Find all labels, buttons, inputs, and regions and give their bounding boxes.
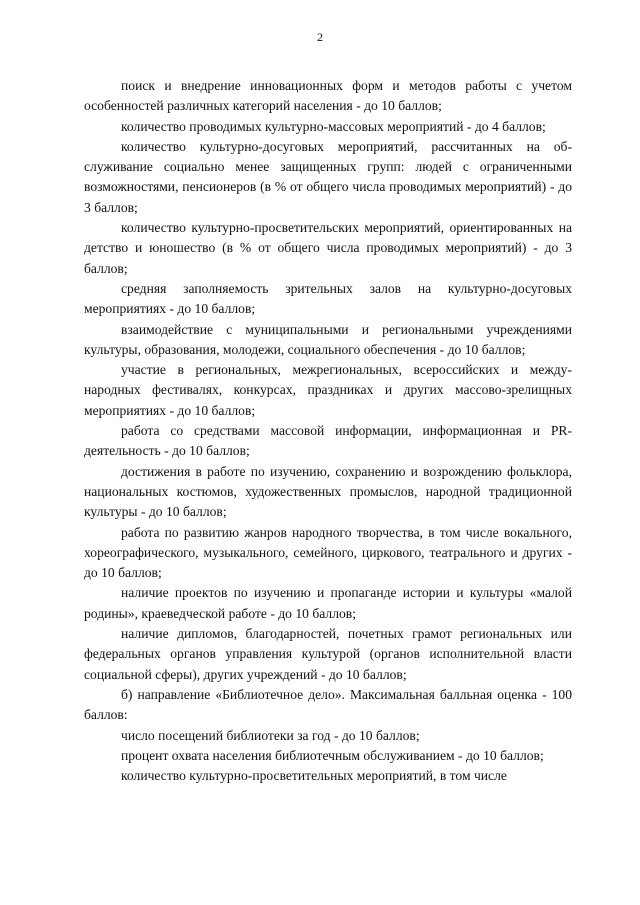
paragraph: участие в региональных, межрегиональных, всероссийских и международных фестивалях, конкурсах, праздниках и других массово-зрелищных мероприятиях - до 10 баллов;: [84, 362, 572, 418]
paragraph: наличие дипломов, благодарностей, почетных грамот региональных или федеральных органов управления культурой (органов исполнительной власти социальной сферы), других учреждений - до 10 баллов;: [84, 626, 572, 682]
paragraph: процент охвата населения библиотечным обслуживанием - до 10 баллов;: [121, 747, 544, 763]
paragraph: б) направление «Библиотечное дело». Максимальная балльная оценка - 100 баллов:: [84, 686, 572, 723]
paragraph: наличие проектов по изучению и пропаганде истории и культуры «малой родины», краеведческой работе - до 10 баллов;: [84, 585, 572, 621]
paragraph: достижения в работе по изучению, сохранению и возрождению фольклора, национальных костюмов, художественных промыслов, народной традиционной культуры - до 10 баллов;: [84, 463, 572, 520]
document-body: [84, 76, 572, 786]
paragraph: количество культурно-досуговых мероприятий, рассчитанных на обслуживание социально менее защищенных групп: людей с ограниченными возможностями, пенсионеров (в % от общего числа проводимых мероприятий) - до 3 баллов;: [84, 138, 572, 215]
paragraph: работа по развитию жанров народного творчества, в том числе вокального, хореографического, музыкального, семейного, циркового, театрального и других - до 10 баллов;: [84, 524, 572, 581]
paragraph: взаимодействие с муниципальными и региональными учреждениями культуры, образования, молодежи, социального обеспечения - до 10 баллов;: [84, 321, 572, 357]
paragraph: поиск и внедрение инновационных форм и методов работы с учетом особенностей различных категорий населения - до 10 баллов;: [84, 78, 572, 114]
paragraph: количество культурно-просветительных мероприятий, в том числе: [121, 768, 507, 784]
paragraph: работа со средствами массовой информации, информационная и PR-деятельность - до 10 баллов;: [84, 423, 572, 459]
paragraph: количество проводимых культурно-массовых мероприятий - до 4 баллов;: [121, 118, 546, 134]
paragraph: число посещений библиотеки за год - до 10 баллов;: [121, 727, 420, 743]
paragraph: средняя заполняемость зрительных залов на культурно-досуговых мероприятиях - до 10 баллов;: [84, 280, 572, 317]
paragraph: количество культурно-просветительских мероприятий, ориентированных на детство и юношество (в % от общего числа проводимых мероприятий) - до 3 баллов;: [84, 220, 572, 276]
page-number: 2: [317, 30, 323, 44]
